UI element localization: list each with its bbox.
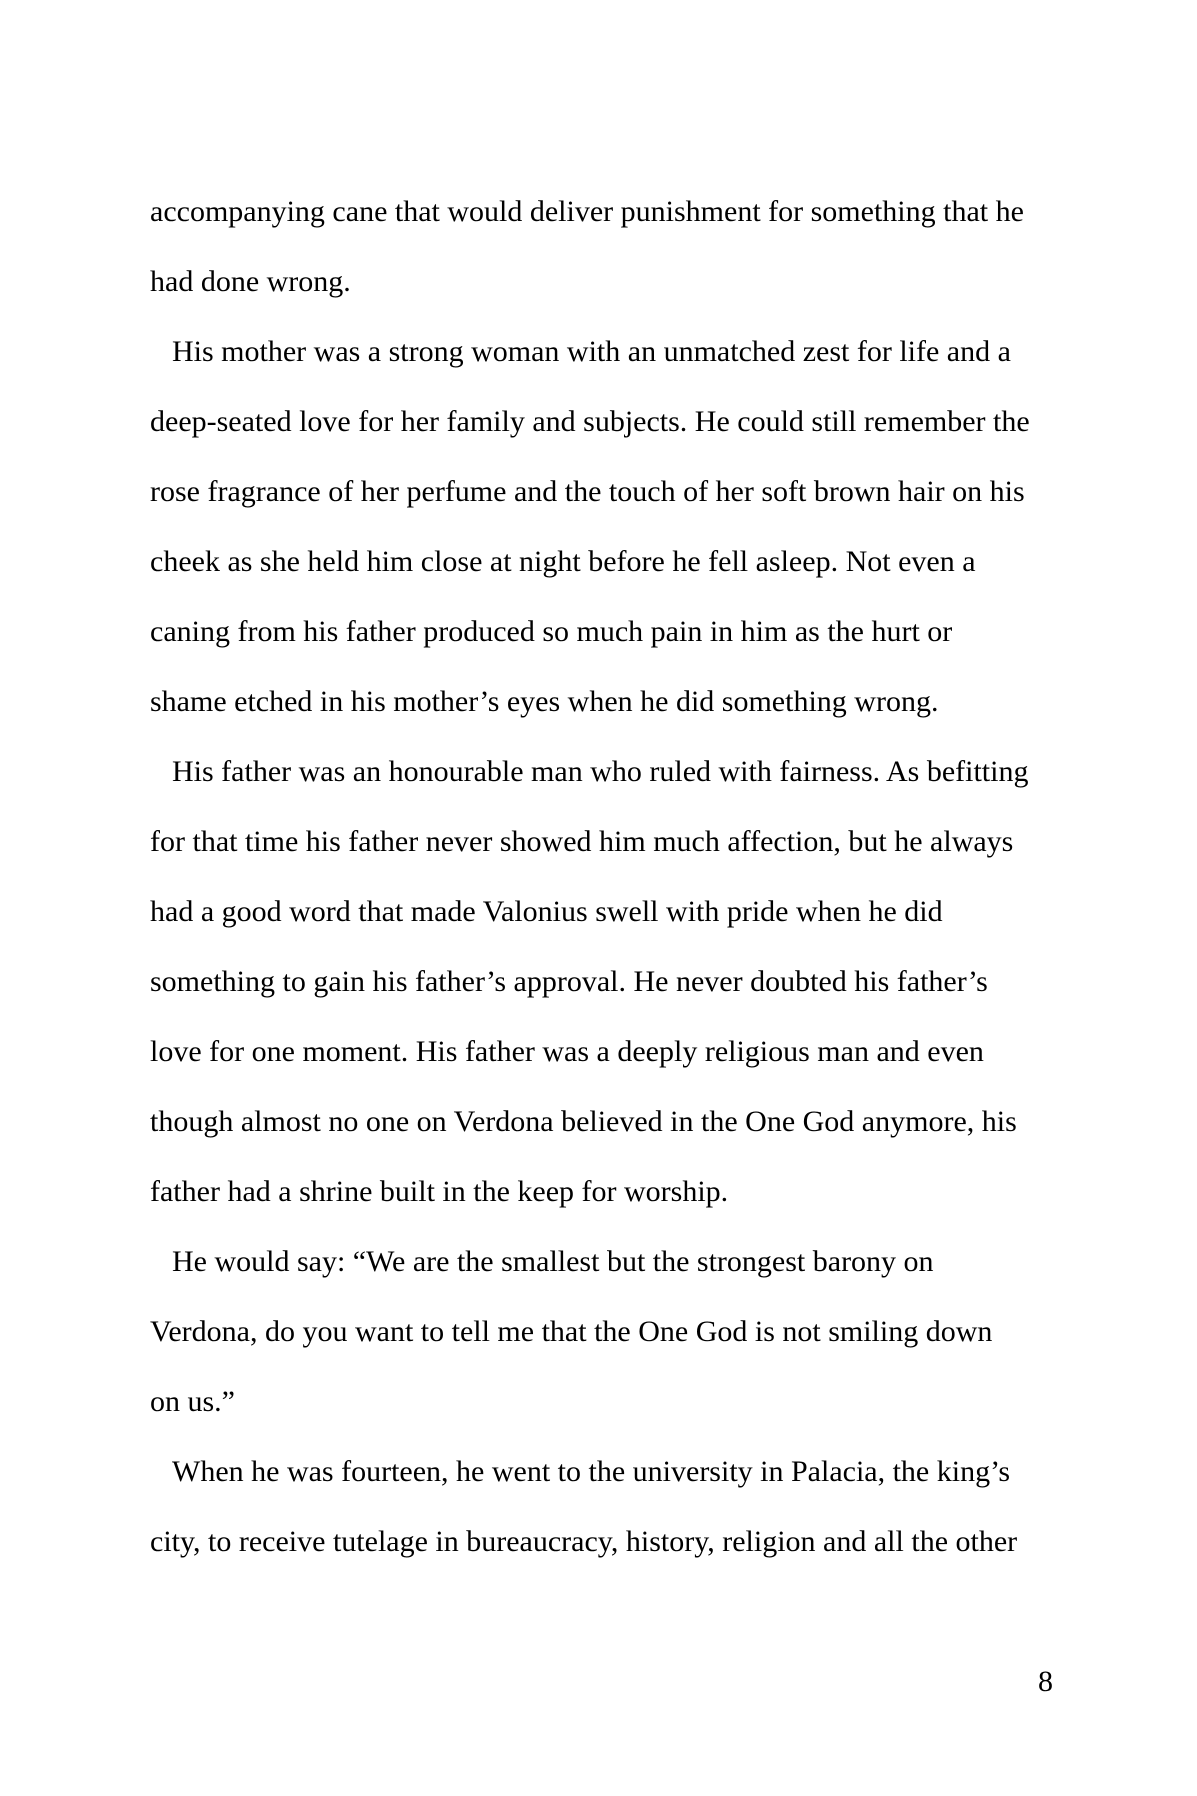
text-line: His father was an honourable man who ruled with fairness. As befitting [172, 755, 1029, 788]
text-line: though almost no one on Verdona believed in the One God anymore, his [150, 1105, 1017, 1138]
text-line: cheek as she held him close at night before he fell asleep. Not even a [150, 545, 976, 578]
body-text [150, 192, 1055, 1592]
text-line: When he was fourteen, he went to the university in Palacia, the king’s [172, 1455, 1011, 1488]
text-line: Verdona, do you want to tell me that the One God is not smiling down [150, 1315, 993, 1348]
text-line: father had a shrine built in the keep for worship. [150, 1175, 729, 1208]
text-line: had done wrong. [150, 265, 351, 298]
text-line: on us.” [150, 1385, 235, 1418]
text-line: had a good word that made Valonius swell with pride when he did [150, 895, 943, 928]
text-line: shame etched in his mother’s eyes when he did something wrong. [150, 685, 939, 718]
text-line: something to gain his father’s approval. He never doubted his father’s [150, 965, 988, 998]
text-line: deep-seated love for her family and subjects. He could still remember the [150, 405, 1030, 438]
text-line: for that time his father never showed him much affection, but he always [150, 825, 1014, 858]
text-line: love for one moment. His father was a deeply religious man and even [150, 1035, 984, 1068]
text-line: caning from his father produced so much pain in him as the hurt or [150, 615, 953, 648]
page-number: 8 [1038, 1665, 1053, 1698]
text-line: accompanying cane that would deliver punishment for something that he [150, 195, 1024, 228]
text-line: He would say: “We are the smallest but the strongest barony on [172, 1245, 934, 1278]
text-line: city, to receive tutelage in bureaucracy, history, religion and all the other [150, 1525, 1018, 1558]
text-line: His mother was a strong woman with an unmatched zest for life and a [172, 335, 1011, 368]
text-line: rose fragrance of her perfume and the touch of her soft brown hair on his [150, 475, 1025, 508]
